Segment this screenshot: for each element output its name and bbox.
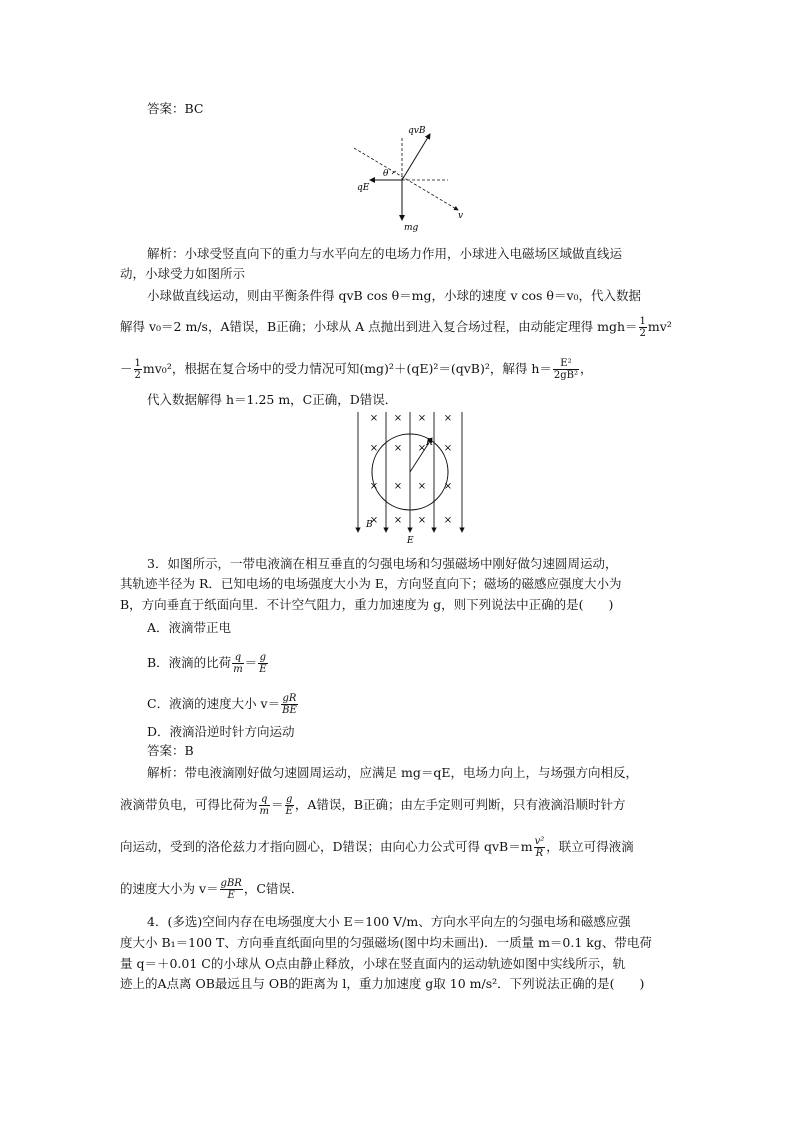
frac-den: 2 — [134, 370, 141, 381]
frac-num: q — [259, 794, 270, 806]
svg-text:×: × — [369, 481, 379, 492]
frac-num: g — [259, 652, 267, 663]
sol-text: 向运动，受到的洛伦兹力才指向圆心，D错误；由向心力公式可得 qvB＝m — [120, 839, 533, 854]
q3-line2: 其轨迹半径为 R．已知电场的电场强度大小为 E，方向竖直向下；磁场的磁感应强度大小为 — [120, 576, 622, 591]
q4-line2: 度大小 B₁＝100 T、方向垂直纸面向里的匀强磁场(图中均未画出)．一质量 m＝0.1 kg、带电荷 — [120, 935, 652, 950]
svg-text:×: × — [443, 481, 453, 492]
force-diagram — [340, 118, 480, 236]
sol-text-tail: ，联立可得液滴 — [546, 839, 634, 854]
q3-option-a: A．液滴带正电 — [147, 620, 232, 635]
sol1-line5-tail: ， — [580, 361, 593, 376]
label-qvB: qvB — [408, 126, 426, 136]
sol1-line4-text: 解得 v₀＝2 m/s，A错误，B正确；小球从 A 点抛出到进入复合场过程，由动能定理得 mgh＝ — [120, 319, 638, 334]
sol1-line5 — [120, 358, 593, 381]
label-mg: mg — [404, 223, 419, 233]
sol1-line5-text: mv₀²，根据在复合场中的受力情况可知(mg)²＋(qE)²＝(qvB)²，解得 h＝ — [142, 361, 552, 376]
frac-den: m — [259, 806, 269, 817]
fraction-gBR-E — [220, 878, 243, 901]
q3-sol-line2 — [120, 794, 626, 817]
equals: ＝ — [271, 797, 284, 812]
q4-line1: 4．(多选)空间内存在电场强度大小 E＝100 V/m、方向水平向左的匀强电场和磁感应强 — [147, 914, 631, 929]
svg-text:×: × — [417, 413, 427, 424]
frac-den: 2gB² — [553, 370, 579, 381]
option-b-text: B．液滴的比荷 — [147, 655, 232, 670]
svg-text:×: × — [443, 443, 453, 454]
q3-sol-line4 — [120, 878, 303, 901]
fraction-h — [553, 358, 579, 381]
fraction-qm — [232, 652, 243, 675]
q4-line3: 量 q＝＋0.01 C的小球从 O点由静止释放，小球在竖直面内的运动轨迹如图中实线所示，轨 — [120, 956, 626, 971]
sol1-line4-tail: mv² — [647, 319, 672, 334]
label-B: B — [366, 520, 373, 530]
svg-text:×: × — [443, 413, 453, 424]
qvB-arrow — [402, 134, 430, 180]
frac-num: gBR — [220, 878, 242, 889]
answer-line: 答案：BC — [147, 101, 204, 116]
frac-num: gR — [282, 693, 297, 704]
frac-den: 2 — [639, 328, 646, 339]
fraction-half — [639, 316, 647, 339]
svg-text:×: × — [417, 515, 427, 526]
frac-den: m — [233, 664, 243, 675]
magnetic-field-crosses — [370, 413, 452, 526]
sol-text: 液滴带负电，可得比荷为 — [120, 797, 258, 812]
fraction-v2R — [534, 836, 546, 859]
sol-text-tail: ，C错误． — [243, 881, 304, 896]
label-qE: qE — [357, 183, 370, 193]
frac-den: E — [259, 664, 267, 675]
velocity-line — [354, 148, 458, 210]
svg-text:×: × — [369, 443, 379, 454]
svg-text:×: × — [393, 413, 403, 424]
svg-text:×: × — [443, 515, 453, 526]
option-c-text: C．液滴的速度大小 v＝ — [147, 696, 281, 711]
q3-option-b — [147, 652, 269, 675]
frac-num: E² — [553, 358, 579, 370]
sol1-line6: 代入数据解得 h＝1.25 m，C正确，D错误． — [147, 392, 398, 407]
fraction-gR-BE — [281, 693, 298, 716]
sol1-line2: 动，小球受力如图所示 — [120, 266, 246, 281]
sol-text-tail: ，A错误，B正确；由左手定则可判断，只有液滴沿顺时针方 — [294, 797, 626, 812]
frac-den: R — [535, 848, 544, 859]
svg-text:×: × — [369, 413, 379, 424]
q3-sol-line1: 解析：带电液滴刚好做匀速圆周运动，应满足 mg＝qE，电场力向上，与场强方向相反， — [147, 765, 638, 780]
svg-text:×: × — [393, 515, 403, 526]
frac-num: g — [285, 794, 293, 805]
label-E: E — [407, 536, 414, 545]
svg-text:×: × — [417, 481, 427, 492]
sol1-line4 — [120, 316, 672, 339]
q3-option-c — [147, 693, 299, 716]
svg-text:×: × — [369, 515, 379, 526]
frac-num: q — [232, 652, 243, 664]
q4-line4: 迹上的A点离 OB最远且与 OB的距离为 l，重力加速度 g取 10 m/s²．下列说法正确的是( ) — [120, 976, 645, 991]
fraction-half-2 — [134, 358, 142, 381]
frac-num: 1 — [134, 358, 141, 369]
frac-den: BE — [282, 705, 297, 716]
fraction-qm-2 — [259, 794, 270, 817]
q3-answer: 答案：B — [147, 743, 194, 758]
sol1-line3: 小球做直线运动，则由平衡条件得 qvB cos θ＝mg，小球的速度 v cos θ＝v₀，代入数据 — [147, 288, 642, 303]
sol1-line1: 解析：小球受竖直向下的重力与水平向左的电场力作用，小球进入电磁场区域做直线运 — [147, 246, 623, 261]
svg-text:×: × — [393, 443, 403, 454]
q3-line1: 3．如图所示，一带电液滴在相互垂直的匀强电场和匀强磁场中刚好做匀速圆周运动， — [147, 556, 618, 571]
label-theta: θ — [383, 169, 389, 179]
q3-sol-line3 — [120, 836, 634, 859]
frac-num: v² — [534, 836, 545, 847]
label-R: R — [426, 438, 433, 448]
frac-den: E — [227, 890, 235, 901]
q3-option-d: D．液滴沿逆时针方向运动 — [147, 724, 295, 739]
sol-text: 的速度大小为 v＝ — [120, 881, 219, 896]
label-v: v — [458, 211, 464, 221]
frac-num: 1 — [639, 316, 646, 327]
q3-line3: B，方向垂直于纸面向里．不计空气阻力，重力加速度为 g，则下列说法中正确的是( ) — [120, 597, 614, 612]
frac-den: E — [285, 806, 293, 817]
svg-text:×: × — [393, 481, 403, 492]
fraction-gE-2 — [285, 794, 294, 817]
fraction-gE — [258, 652, 267, 675]
svg-text:×: × — [417, 443, 427, 454]
sol1-minus: － — [120, 361, 133, 376]
field-diagram — [350, 410, 470, 545]
equals: ＝ — [244, 655, 258, 670]
